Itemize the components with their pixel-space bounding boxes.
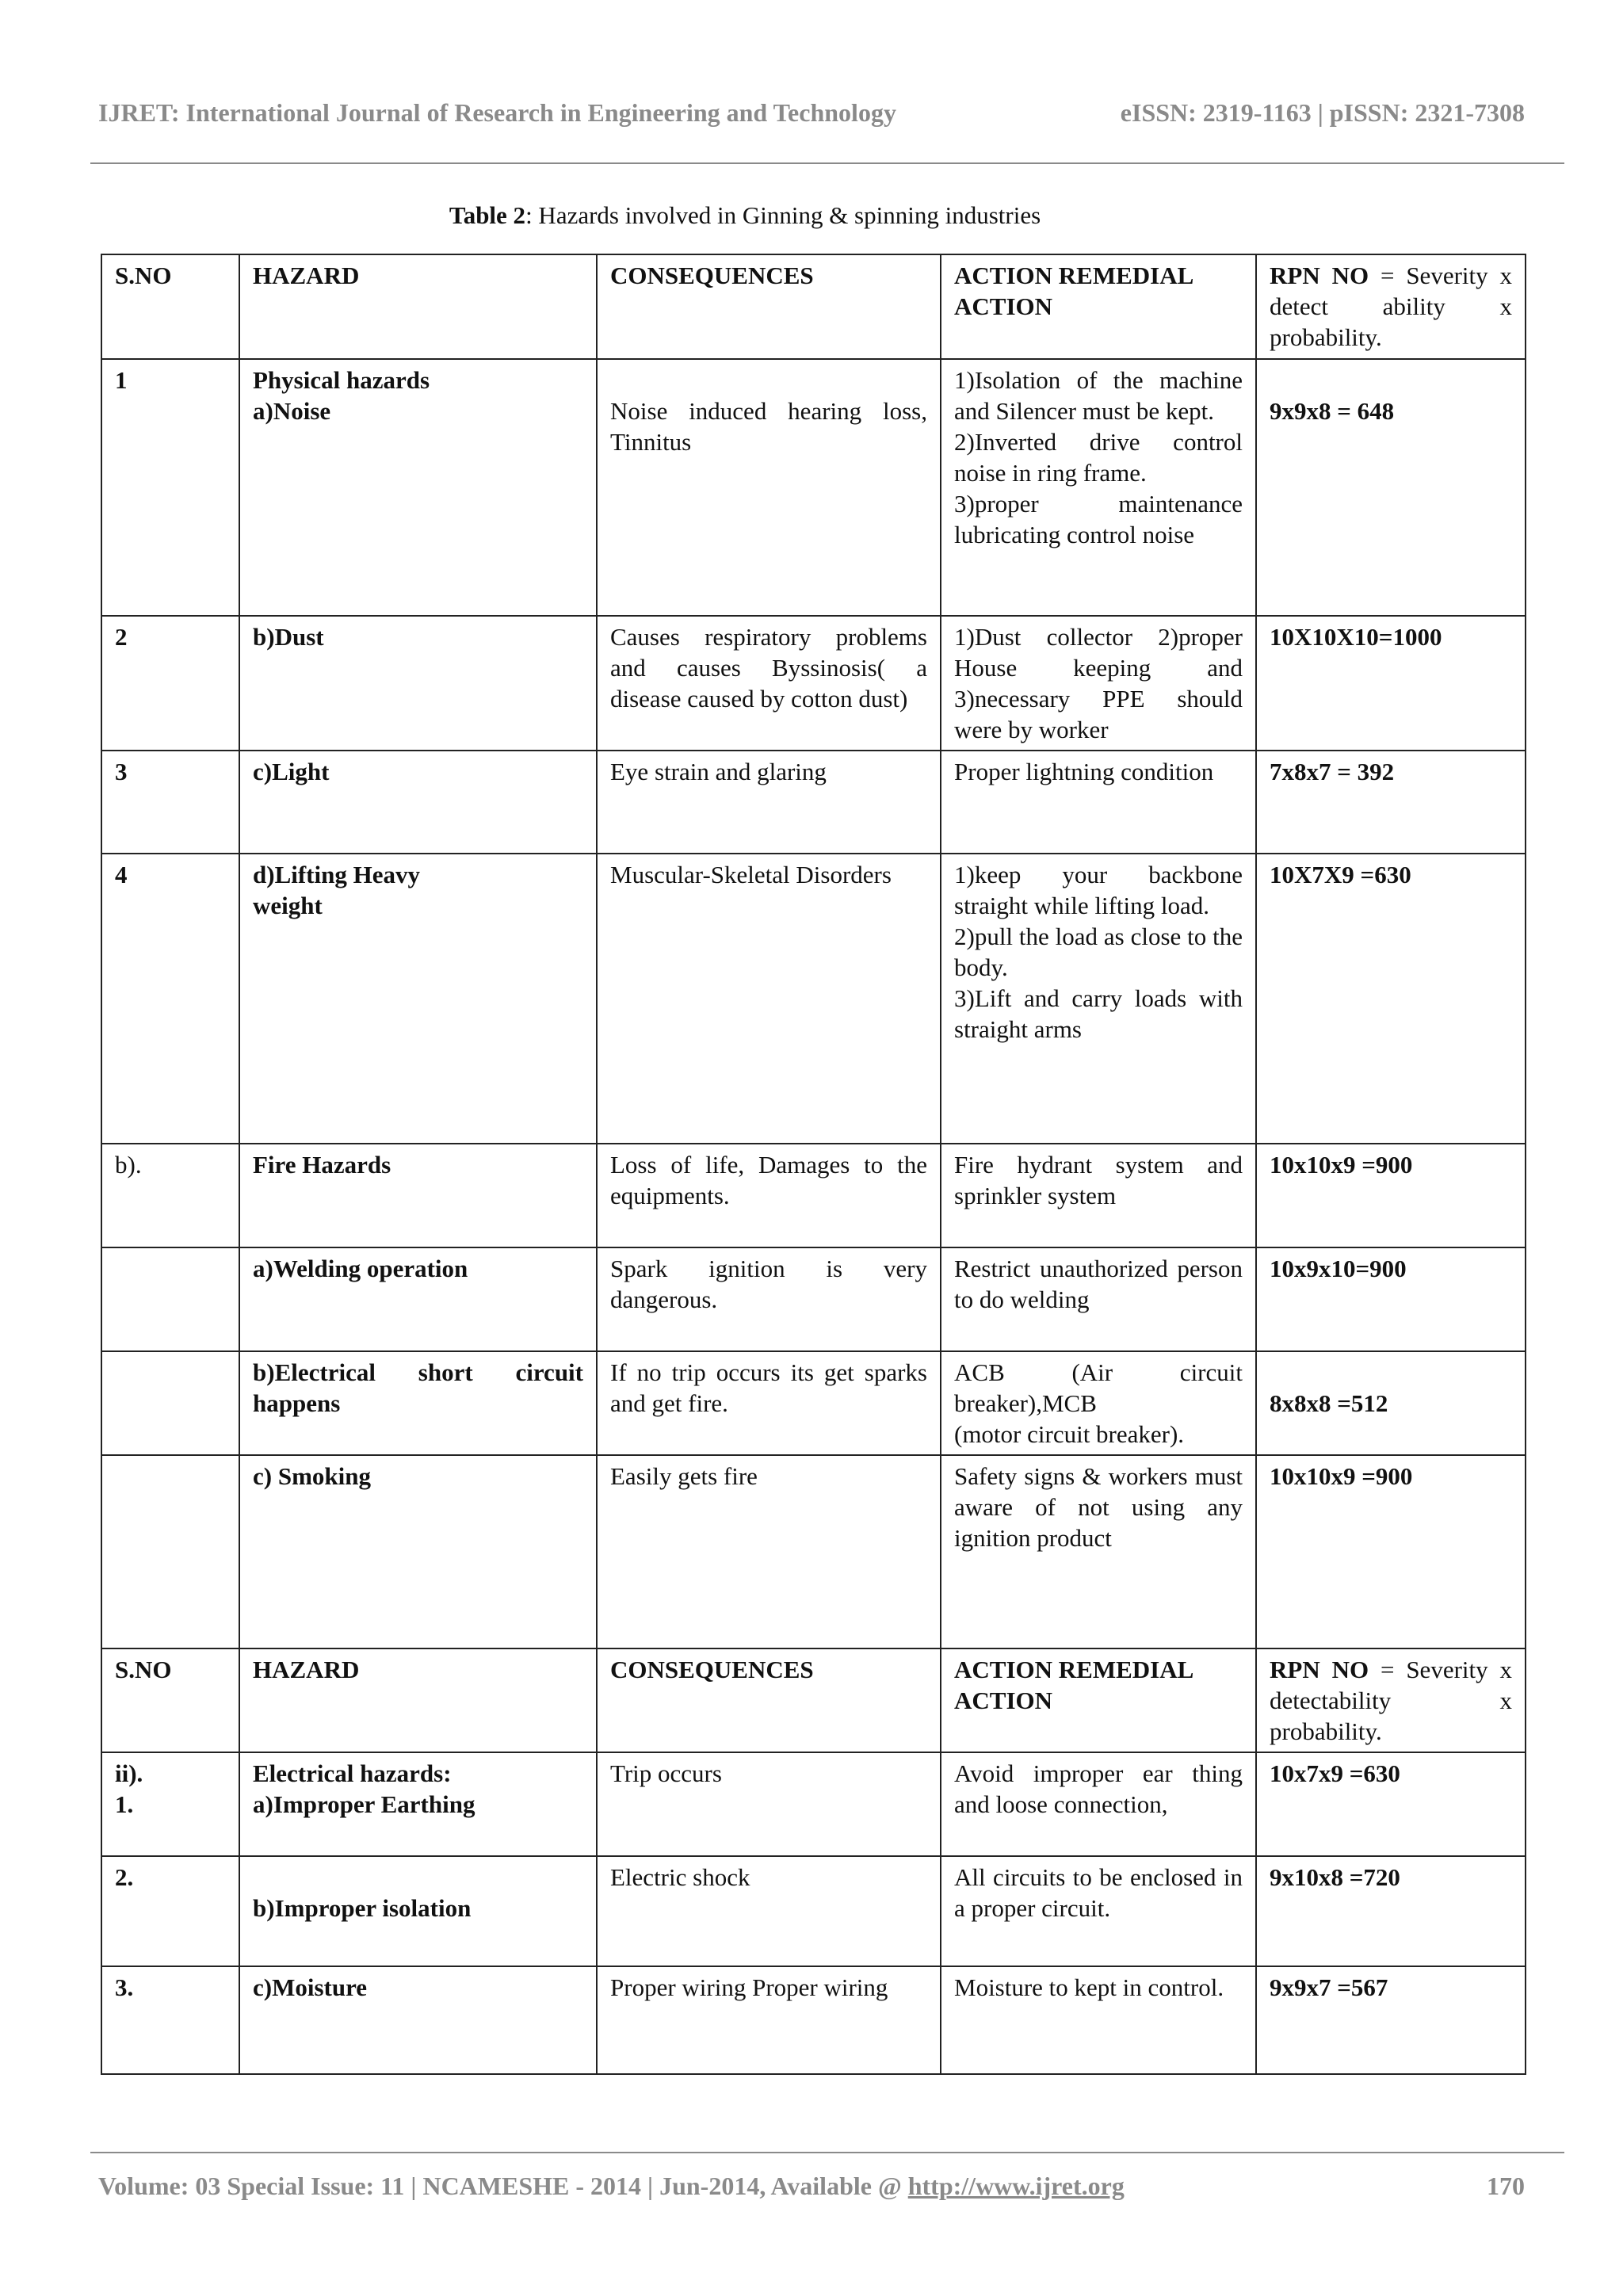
table-header-row — [101, 254, 1526, 359]
col-rpn: RPN NO = Severity x detect ability x probability. — [1256, 254, 1526, 359]
table-header-row: S.NO HAZARD CONSEQUENCES ACTION REMEDIAL ACTION RPN NO = Severity x detectability x probability. — [101, 1648, 1526, 1752]
table-caption — [0, 201, 1490, 230]
table-row: a)Welding operation Spark ignition is very dangerous. Restrict unauthorized person to do welding 10x9x10=900 — [101, 1247, 1526, 1351]
table-row: ii). 1. Electrical hazards: a)Improper Earthing Trip occurs Avoid improper ear thing and loose connection, 10x7x9 =630 — [101, 1752, 1526, 1856]
footer-rule — [90, 2152, 1564, 2153]
col-consequences: CONSEQUENCES — [597, 254, 941, 359]
table-row: b). Fire Hazards Loss of life, Damages to the equipments. Fire hydrant system and sprinkler system 10x10x9 =900 — [101, 1144, 1526, 1247]
col-action: ACTION REMEDIAL ACTION — [941, 254, 1256, 359]
caption-label: Table 2 — [449, 201, 526, 229]
caption-text: : Hazards involved in Ginning & spinning industries — [525, 201, 1041, 229]
table-row: c) Smoking Easily gets fire Safety signs & workers must aware of not using any ignition product 10x10x9 =900 — [101, 1455, 1526, 1648]
page-number: 170 — [1487, 2172, 1525, 2200]
journal-url-link[interactable]: http://www.ijret.org — [907, 2172, 1125, 2200]
table-row: 1 Physical hazards a)Noise Noise induced hearing loss, Tinnitus 1)Isolation of the machine and Silencer must be kept. 2)Inverted drive control noise in ring frame. 3)proper maintenance lubricating control noise 9x9x8 = 648 — [101, 359, 1526, 616]
table-row: 3 c)Light Eye strain and glaring Proper lightning condition 7x8x7 = 392 — [101, 751, 1526, 854]
journal-title: IJRET: International Journal of Research in Engineering and Technology — [98, 98, 896, 127]
running-header — [98, 98, 1525, 130]
col-hazard: HAZARD — [239, 254, 597, 359]
issn: eISSN: 2319-1163 | pISSN: 2321-7308 — [1120, 98, 1525, 127]
volume-info: Volume: 03 Special Issue: 11 | NCAMESHE - 2014 | Jun-2014, Available @ — [98, 2172, 908, 2200]
table-row: b)Electrical short circuit happens If no trip occurs its get sparks and get fire. ACB (Air circuit breaker),MCB (motor circuit breaker). 8x8x8 =512 — [101, 1351, 1526, 1455]
table-row: 3. c)Moisture Proper wiring Proper wiring Moisture to kept in control. 9x9x7 =567 — [101, 1966, 1526, 2074]
table-row: 2. b)Improper isolation Electric shock All circuits to be enclosed in a proper circuit. 9x10x8 =720 — [101, 1856, 1526, 1966]
col-sno: S.NO — [101, 254, 239, 359]
table-row: 2 b)Dust Causes respiratory problems and causes Byssinosis( a disease caused by cotton dust) 1)Dust collector 2)proper House keeping and 3)necessary PPE should were by worker 10X10X10=1000 — [101, 616, 1526, 751]
header-rule — [90, 162, 1564, 164]
table-row: 4 d)Lifting Heavy weight Muscular-Skeletal Disorders 1)keep your backbone straight while lifting load. 2)pull the load as close to the body. 3)Lift and carry loads with straight arms 10X7X9 =630 — [101, 854, 1526, 1144]
hazards-table — [101, 254, 1526, 2075]
running-footer — [98, 2172, 1525, 2206]
